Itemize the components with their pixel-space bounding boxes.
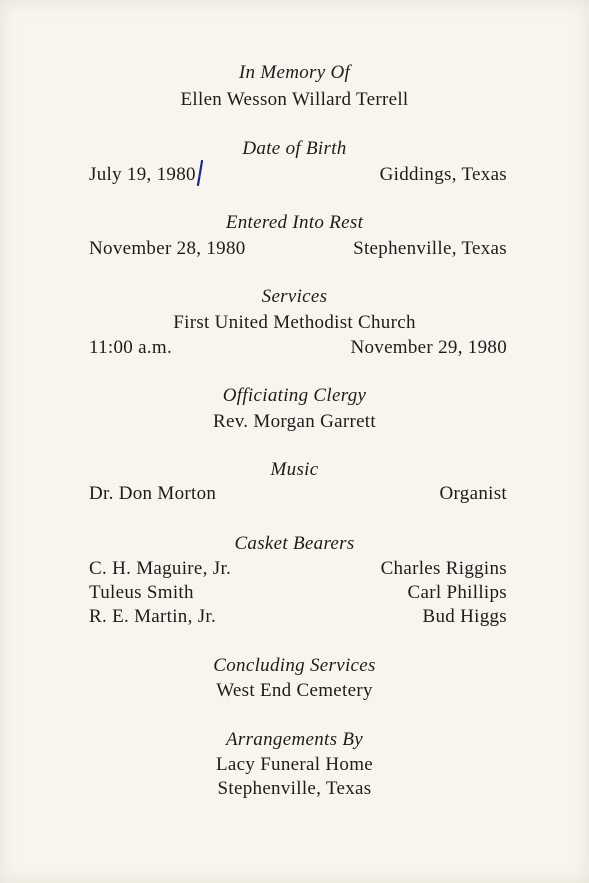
rest-place: Stephenville, Texas (353, 238, 507, 259)
arrangements-city: Stephenville, Texas (217, 778, 372, 799)
arrangements-heading: Arrangements By (226, 729, 363, 750)
bearer-left: R. E. Martin, Jr. (89, 606, 217, 627)
clergy-name: Rev. Morgan Garrett (213, 411, 376, 432)
memory-heading: In Memory Of (238, 62, 351, 83)
rest-row (89, 238, 507, 260)
bearers-row (89, 582, 507, 604)
services-location: First United Methodist Church (173, 312, 416, 333)
bearer-left: C. H. Maguire, Jr. (89, 558, 232, 579)
arrangements-name: Lacy Funeral Home (215, 754, 374, 775)
rest-heading: Entered Into Rest (225, 212, 364, 233)
rest-date: November 28, 1980 (89, 238, 246, 259)
music-heading: Music (270, 459, 319, 480)
birth-heading: Date of Birth (242, 138, 347, 159)
services-date: November 29, 1980 (350, 337, 507, 358)
music-name: Dr. Don Morton (89, 483, 217, 504)
bearer-left: Tuleus Smith (89, 582, 194, 603)
bearers-row (89, 606, 507, 628)
bearer-right: Bud Higgs (422, 606, 507, 627)
pen-correction-mark (196, 160, 204, 186)
birth-date-prefix: July 19, 19 (89, 164, 177, 185)
deceased-name: Ellen Wesson Willard Terrell (180, 89, 409, 110)
birth-place: Giddings, Texas (379, 164, 507, 185)
birth-date-corrected-digit: 8 (176, 164, 187, 185)
clergy-heading: Officiating Clergy (222, 385, 367, 406)
services-heading: Services (261, 286, 328, 307)
birth-date-suffix: 0 (186, 164, 196, 185)
services-time: 11:00 a.m. (89, 337, 173, 358)
concluding-heading: Concluding Services (213, 655, 376, 676)
birth-date (89, 164, 196, 186)
services-row (89, 337, 507, 359)
bearers-row (89, 558, 507, 580)
bearer-right: Carl Phillips (407, 582, 507, 603)
music-row (89, 483, 507, 505)
bearers-heading: Casket Bearers (234, 533, 355, 554)
bearer-right: Charles Riggins (380, 558, 507, 579)
birth-row (89, 164, 507, 186)
concluding-place: West End Cemetery (216, 680, 373, 701)
music-role: Organist (439, 483, 507, 504)
